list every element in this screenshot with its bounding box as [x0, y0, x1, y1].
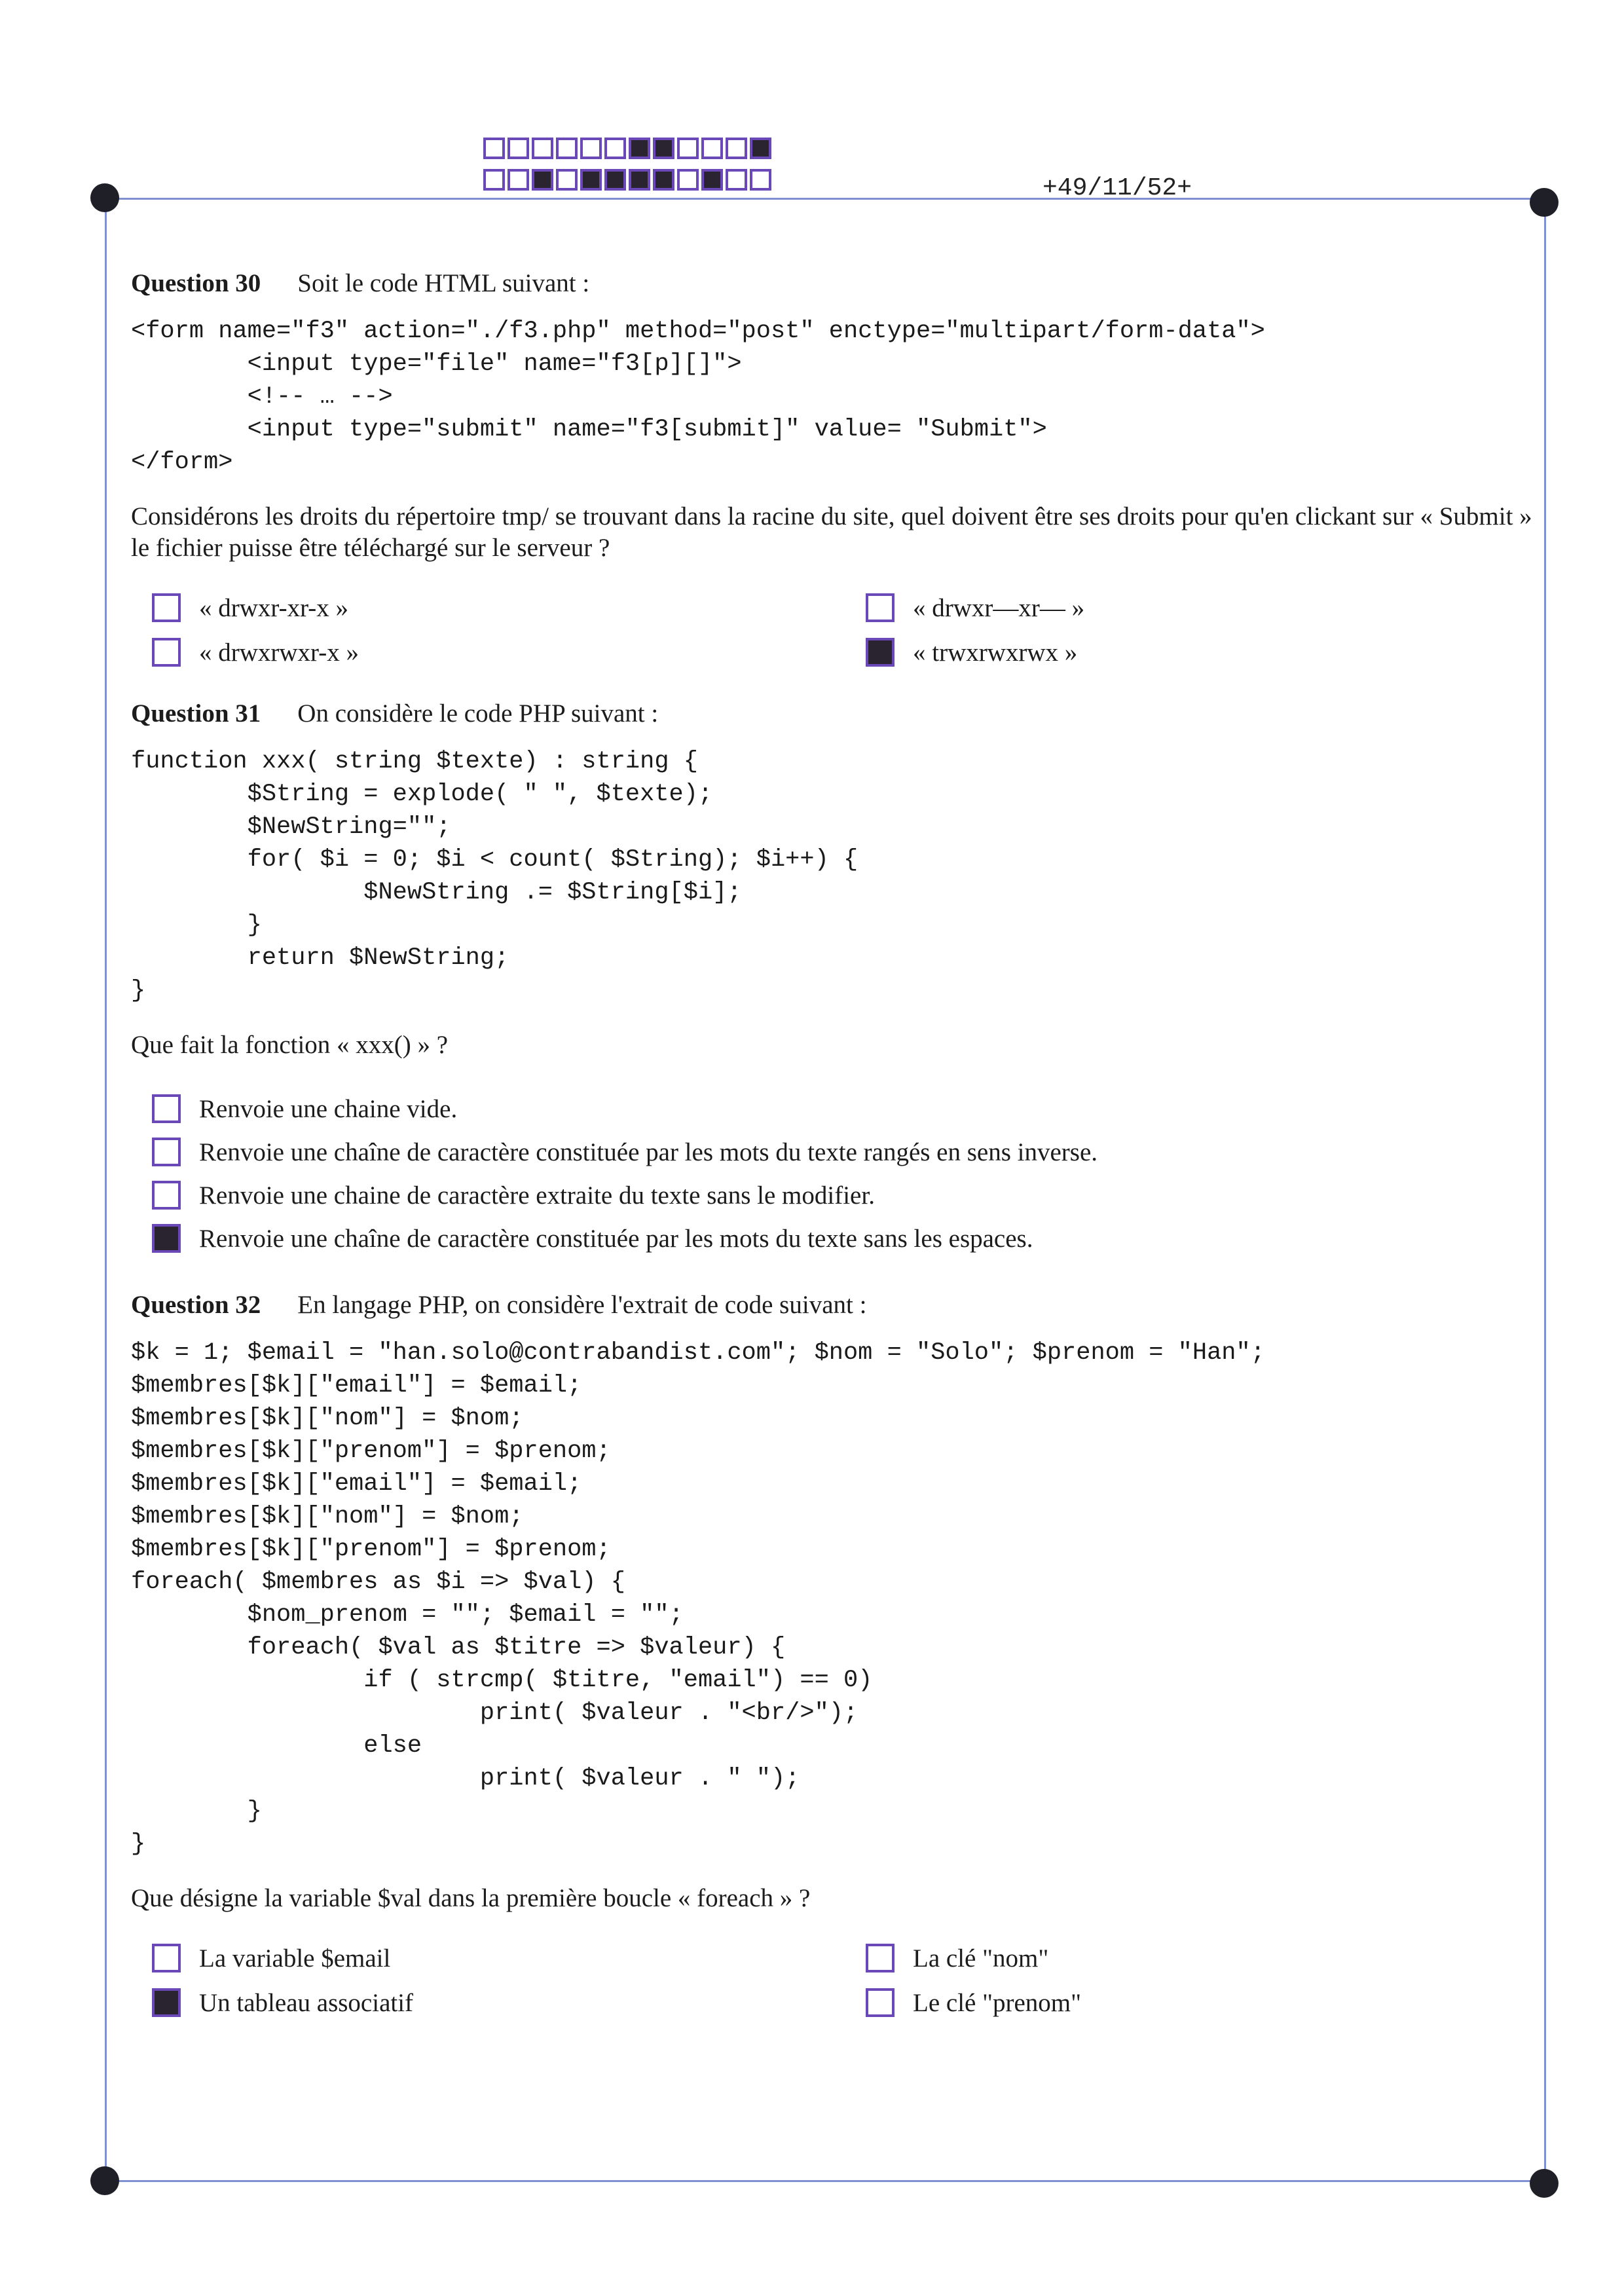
answer-option[interactable]: [866, 590, 1521, 625]
corner-marker-bottom-left: [90, 2166, 119, 2195]
question-text: Que désigne la variable $val dans la première boucle « foreach » ?: [131, 1884, 811, 1912]
barcode-cell: [483, 169, 505, 191]
answer-options: [152, 590, 1532, 670]
barcode-row-1: [483, 138, 771, 159]
answer-label: Renvoie une chaine de caractère extraite du texte sans le modifier.: [199, 1181, 875, 1210]
answer-label: « drwxrwxr-x »: [199, 638, 359, 667]
barcode-cell: [556, 169, 578, 191]
answer-label: « drwxr-xr-x »: [199, 593, 349, 622]
question-32: [131, 1290, 1532, 2020]
answer-option[interactable]: [152, 1087, 1532, 1130]
question-label: Question 30: [131, 269, 261, 297]
corner-marker-top-left: [90, 183, 119, 212]
checkbox[interactable]: [152, 593, 181, 622]
checkbox[interactable]: [866, 1988, 895, 2017]
exam-content: [131, 268, 1532, 2049]
question-intro: En langage PHP, on considère l'extrait de code suivant :: [297, 1291, 867, 1319]
answer-label: Renvoie une chaîne de caractère constituée par les mots du texte rangés en sens inverse.: [199, 1138, 1098, 1166]
checkbox[interactable]: [866, 638, 895, 667]
checkbox[interactable]: [866, 593, 895, 622]
barcode-cell: [507, 169, 529, 191]
answer-option[interactable]: [152, 1940, 866, 1976]
question-header: [131, 699, 1532, 728]
answer-label: Un tableau associatif: [199, 1988, 414, 2017]
checkbox[interactable]: [152, 638, 181, 667]
barcode-cell: [532, 169, 553, 191]
answer-label: « drwxr—xr— »: [913, 593, 1085, 622]
answer-option[interactable]: [866, 1940, 1521, 1976]
answer-option[interactable]: [152, 1174, 1532, 1217]
checkbox[interactable]: [152, 1224, 181, 1253]
question-30: [131, 268, 1532, 670]
corner-marker-top-right: [1530, 188, 1559, 217]
barcode-cell: [556, 138, 578, 159]
frame-right-line: [1544, 198, 1546, 2182]
checkbox[interactable]: [152, 1181, 181, 1210]
corner-marker-bottom-right: [1530, 2169, 1559, 2198]
barcode-cell: [653, 138, 674, 159]
question-label: Question 32: [131, 1291, 261, 1319]
barcode-cell: [750, 138, 771, 159]
barcode-cell: [629, 138, 650, 159]
barcode-cell: [604, 169, 626, 191]
question-intro: Soit le code HTML suivant :: [297, 269, 590, 297]
barcode-cell: [580, 169, 602, 191]
barcode-cell: [507, 138, 529, 159]
barcode-cell: [677, 138, 699, 159]
answer-label: Le clé "prenom": [913, 1988, 1082, 2017]
checkbox[interactable]: [866, 1944, 895, 1972]
answer-option[interactable]: [152, 590, 866, 625]
code-block: function xxx( string $texte) : string { $String = explode( " ", $texte); $NewString=""; for( $i = 0; $i < count( $String); $i++) { $NewString .= $String[$i]; } return $NewString; }: [131, 748, 858, 1005]
barcode-cell: [604, 138, 626, 159]
answer-label: La clé "nom": [913, 1944, 1049, 1972]
question-text: Considérons les droits du répertoire tmp/ se trouvant dans la racine du site, quel doivent être ses droits pour qu'en clickant sur « Submit » le fichier puisse être téléchargé sur le serveur ?: [131, 502, 1532, 562]
barcode-cell: [726, 138, 747, 159]
barcode-cell: [701, 138, 723, 159]
answer-option[interactable]: [152, 1217, 1532, 1260]
barcode-cell: [653, 169, 674, 191]
checkbox[interactable]: [152, 1988, 181, 2017]
code-block: <form name="f3" action="./f3.php" method="post" enctype="multipart/form-data"> <input type="file" name="f3[p][]"> <!-- … --> <input type="submit" name="f3[submit]" value= "Submit"> </form>: [131, 318, 1265, 476]
answer-options: [152, 1087, 1532, 1260]
frame-top-line: [105, 198, 1545, 200]
barcode-cell: [532, 138, 553, 159]
answer-label: Renvoie une chaine vide.: [199, 1094, 458, 1123]
code-block: $k = 1; $email = "han.solo@contrabandist.com"; $nom = "Solo"; $prenom = "Han"; $membres[$k]["email"] = $email; $membres[$k]["nom"] = $nom; $membres[$k]["prenom"] = $prenom; $membres[$k]["email"] = $email; $membres[$k]["nom"] = $nom; $membres[$k]["prenom"] = $prenom; foreach( $membres as $i => $val) { $nom_prenom = ""; $email = ""; foreach( $val as $titre => $valeur) { if ( strcmp( $titre, "email") == 0) print( $valeur . "<br/>"); else print( $valeur . " "); } }: [131, 1339, 1265, 1858]
barcode-cell: [483, 138, 505, 159]
checkbox[interactable]: [152, 1094, 181, 1123]
barcode-cell: [580, 138, 602, 159]
question-header: [131, 1290, 1532, 1320]
answer-label: Renvoie une chaîne de caractère constituée par les mots du texte sans les espaces.: [199, 1224, 1033, 1253]
answer-option[interactable]: [866, 635, 1521, 670]
barcode-cell: [629, 169, 650, 191]
answer-options: [152, 1940, 1532, 2020]
frame-left-line: [105, 198, 107, 2182]
barcode-row-2: [483, 169, 771, 191]
answer-option[interactable]: [866, 1985, 1521, 2020]
answer-option[interactable]: [152, 635, 866, 670]
answer-option[interactable]: [152, 1130, 1532, 1174]
question-text: Que fait la fonction « xxx() » ?: [131, 1031, 449, 1059]
barcode-cell: [750, 169, 771, 191]
checkbox[interactable]: [152, 1138, 181, 1166]
barcode-cell: [726, 169, 747, 191]
barcode-cell: [701, 169, 723, 191]
answer-label: La variable $email: [199, 1944, 391, 1972]
frame-bottom-line: [105, 2180, 1545, 2182]
answer-option[interactable]: [152, 1985, 866, 2020]
question-intro: On considère le code PHP suivant :: [297, 699, 659, 728]
question-header: [131, 268, 1532, 298]
barcode-cell: [677, 169, 699, 191]
question-31: [131, 699, 1532, 1260]
question-label: Question 31: [131, 699, 261, 728]
answer-label: « trwxrwxrwx »: [913, 638, 1078, 667]
page-id: +49/11/52+: [1043, 174, 1192, 202]
checkbox[interactable]: [152, 1944, 181, 1972]
